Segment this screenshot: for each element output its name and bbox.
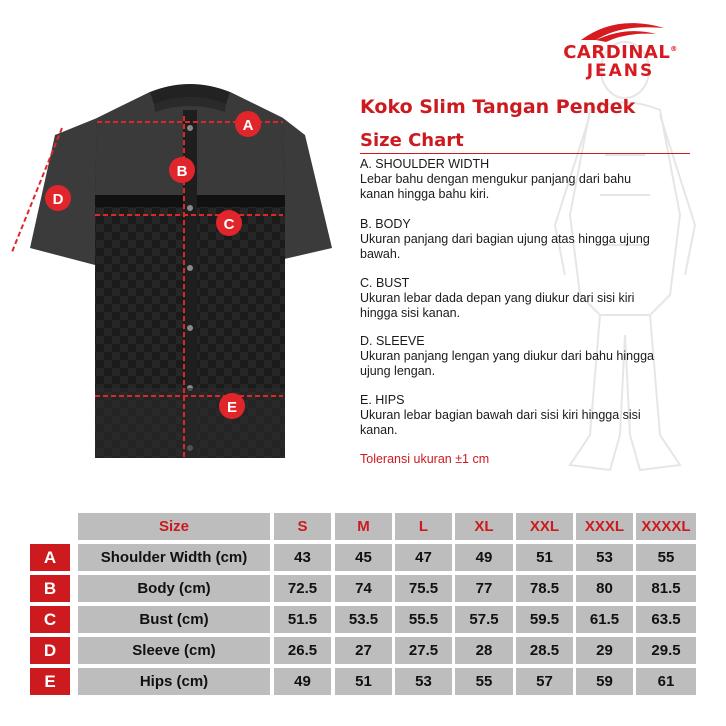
row-letter-badge: E [30,668,70,695]
measurement-value: 74 [335,575,392,602]
measurement-value: 27 [335,637,392,664]
row-letter-badge: A [30,544,70,571]
measurement-value: 59 [576,668,633,695]
size-chart-heading: Size Chart [360,130,464,151]
diagram-label-b [169,157,195,183]
header-size-cell: M [335,513,392,540]
svg-text:D: D [52,191,64,208]
table-row [30,606,696,633]
description-heading: B. BODY [360,217,411,231]
svg-text:B: B [176,163,188,180]
description-sleeve [360,334,660,379]
table-row [30,544,696,571]
heading-underline [360,153,690,154]
shirt-illustration [0,80,345,480]
description-shoulder-width [360,157,660,202]
svg-text:E: E [226,399,238,416]
row-letter-badge: B [30,575,70,602]
measurement-value: 63.5 [636,606,696,633]
header-size-cell: XXL [516,513,573,540]
header-size-cell: XXXXL [636,513,696,540]
measurement-value: 28.5 [516,637,573,664]
measurement-value: 61.5 [576,606,633,633]
diagram-label-e [219,393,245,419]
measurement-value: 49 [274,668,331,695]
measurement-value: 27.5 [395,637,452,664]
description-body [360,217,660,262]
diagram-label-c [216,210,242,236]
measurement-value: 57 [516,668,573,695]
description-bust [360,276,660,321]
measurement-value: 55.5 [395,606,452,633]
measurement-value: 72.5 [274,575,331,602]
cardinal-wing-icon [576,20,666,42]
measurement-value: 78.5 [516,575,573,602]
table-row [30,575,696,602]
svg-text:C: C [223,216,235,233]
description-text: Ukuran lebar dada depan yang diukur dari sisi kiri hingga sisi kanan. [360,291,635,320]
header-size-cell: XL [455,513,513,540]
measurement-value: 61 [636,668,696,695]
measurement-value: 59.5 [516,606,573,633]
header-size-cell: XXXL [576,513,633,540]
header-size-cell: L [395,513,452,540]
measurement-value: 45 [335,544,392,571]
tolerance-note: Toleransi ukuran ±1 cm [360,452,490,466]
description-heading: E. HIPS [360,393,405,407]
description-text: Ukuran panjang lengan yang diukur dari bahu hingga ujung lengan. [360,349,654,378]
measurement-value: 55 [455,668,513,695]
description-text: Lebar bahu dengan mengukur panjang dari bahu kanan hingga bahu kiri. [360,172,632,201]
brand-subname: JEANS [586,61,655,81]
table-row [30,637,696,664]
table-header-row [30,513,696,540]
description-heading: C. BUST [360,276,410,290]
measurement-value: 29.5 [636,637,696,664]
measurement-label: Body (cm) [78,575,270,602]
diagram-label-d [45,185,71,211]
diagram-label-a [235,111,261,137]
measurement-value: 81.5 [636,575,696,602]
row-letter-badge: D [30,637,70,664]
measurement-value: 29 [576,637,633,664]
measurement-value: 51.5 [274,606,331,633]
measurement-label: Shoulder Width (cm) [78,544,270,571]
measurement-label: Hips (cm) [78,668,270,695]
measurement-value: 80 [576,575,633,602]
measurement-label: Bust (cm) [78,606,270,633]
measurement-value: 55 [636,544,696,571]
table-row [30,668,696,695]
product-title: Koko Slim Tangan Pendek [360,96,636,118]
measurement-value: 47 [395,544,452,571]
description-text: Ukuran lebar bagian bawah dari sisi kiri hingga sisi kanan. [360,408,641,437]
measurement-value: 28 [455,637,513,664]
measurement-value: 43 [274,544,331,571]
description-heading: D. SLEEVE [360,334,425,348]
measurement-value: 49 [455,544,513,571]
measurement-value: 75.5 [395,575,452,602]
measurement-value: 57.5 [455,606,513,633]
brand-name: CARDINAL® [563,42,678,63]
description-text: Ukuran panjang dari bagian ujung atas hingga ujung bawah. [360,232,650,261]
measurement-value: 77 [455,575,513,602]
measurement-value: 53 [395,668,452,695]
header-size-cell: S [274,513,331,540]
description-hips [360,393,660,438]
measurement-value: 51 [516,544,573,571]
measurement-value: 51 [335,668,392,695]
row-letter-badge: C [30,606,70,633]
description-heading: A. SHOULDER WIDTH [360,157,490,171]
brand-logo [548,20,693,82]
measurement-value: 26.5 [274,637,331,664]
header-size-label: Size [78,513,270,540]
measurement-value: 53 [576,544,633,571]
svg-text:A: A [242,117,254,134]
measurement-label: Sleeve (cm) [78,637,270,664]
measurement-value: 53.5 [335,606,392,633]
